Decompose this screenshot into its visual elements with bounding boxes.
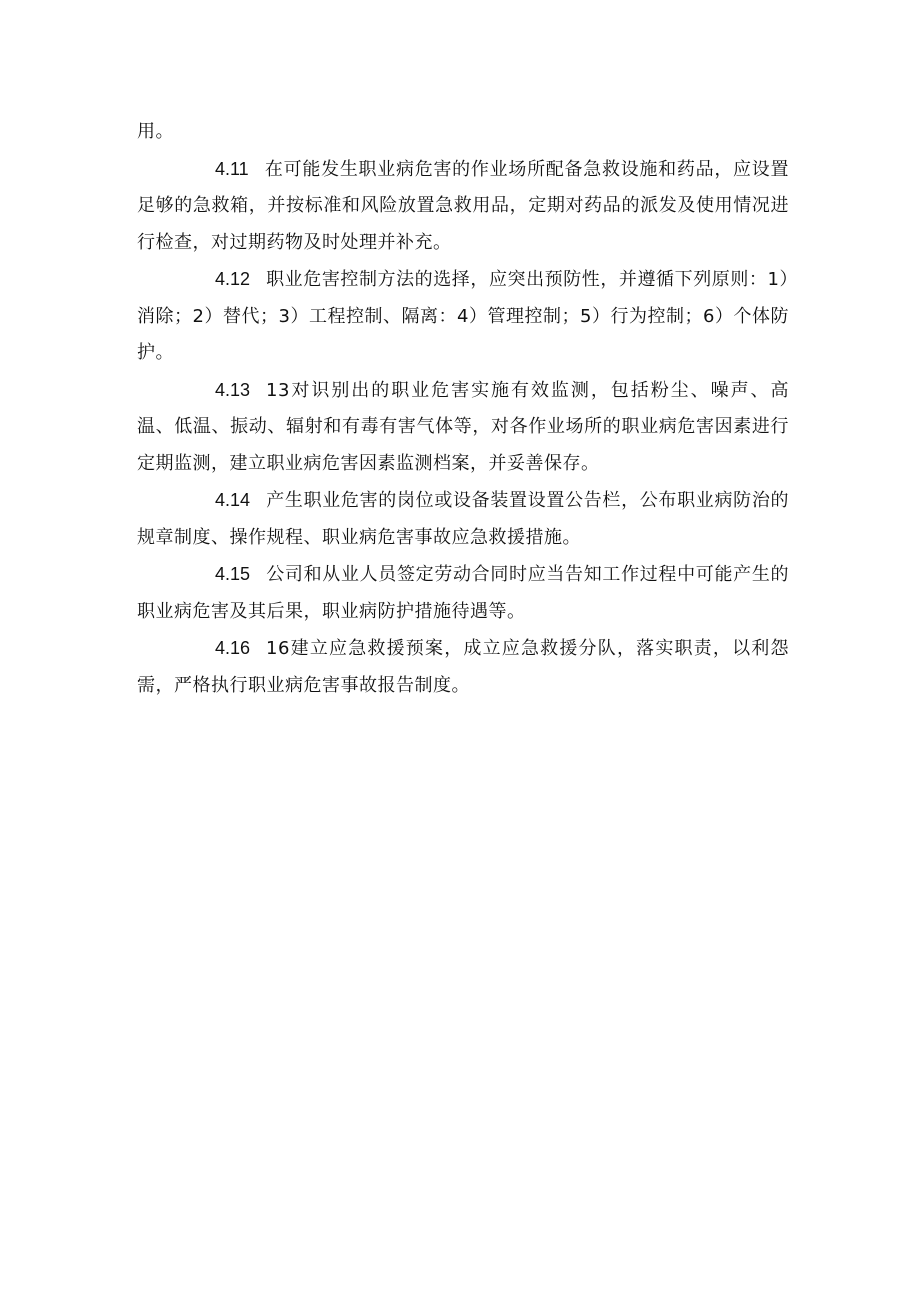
paragraph-4-15 [137, 556, 789, 630]
paragraph-4-12 [137, 261, 789, 372]
paragraph-number: 4.15 [215, 564, 251, 584]
paragraph-4-11 [137, 151, 789, 262]
paragraph-text: 职业危害控制方法的选择，应突出预防性，并遵循下列原则：1）消除；2）替代；3）工程控制、隔离：4）管理控制；5）行为控制；6）个体防护。 [137, 269, 789, 363]
paragraph-text: 产生职业危害的岗位或设备装置设置公告栏，公布职业病防治的规章制度、操作规程、职业病危害事故应急救援措施。 [137, 490, 789, 548]
paragraph-text: 公司和从业人员签定劳动合同时应当告知工作过程中可能产生的职业病危害及其后果，职业病防护措施待遇等。 [137, 564, 789, 622]
paragraph-4-16 [137, 630, 789, 704]
continuation-text: 用。 [137, 121, 174, 142]
paragraph-number: 4.14 [215, 490, 251, 510]
paragraph-4-14 [137, 482, 789, 556]
paragraph-number: 4.12 [215, 269, 251, 289]
paragraph-number: 4.11 [215, 158, 249, 179]
paragraph-text: 13对识别出的职业危害实施有效监测，包括粉尘、噪声、高温、低温、振动、辐射和有毒有害气体等，对各作业场所的职业病危害因素进行定期监测，建立职业病危害因素监测档案，并妥善保存。 [137, 379, 789, 474]
paragraph-text: 在可能发生职业病危害的作业场所配备急救设施和药品，应设置足够的急救箱，并按标准和风险放置急救用品，定期对药品的派发及使用情况进行检查，对过期药物及时处理并补充。 [137, 158, 789, 253]
document-body [137, 114, 789, 704]
paragraph-4-13 [137, 372, 789, 483]
paragraph-number: 4.13 [215, 379, 251, 400]
paragraph-text: 16建立应急救援预案，成立应急救援分队，落实职责，以利怨需，严格执行职业病危害事故报告制度。 [137, 638, 789, 696]
paragraph-number: 4.16 [215, 638, 251, 658]
